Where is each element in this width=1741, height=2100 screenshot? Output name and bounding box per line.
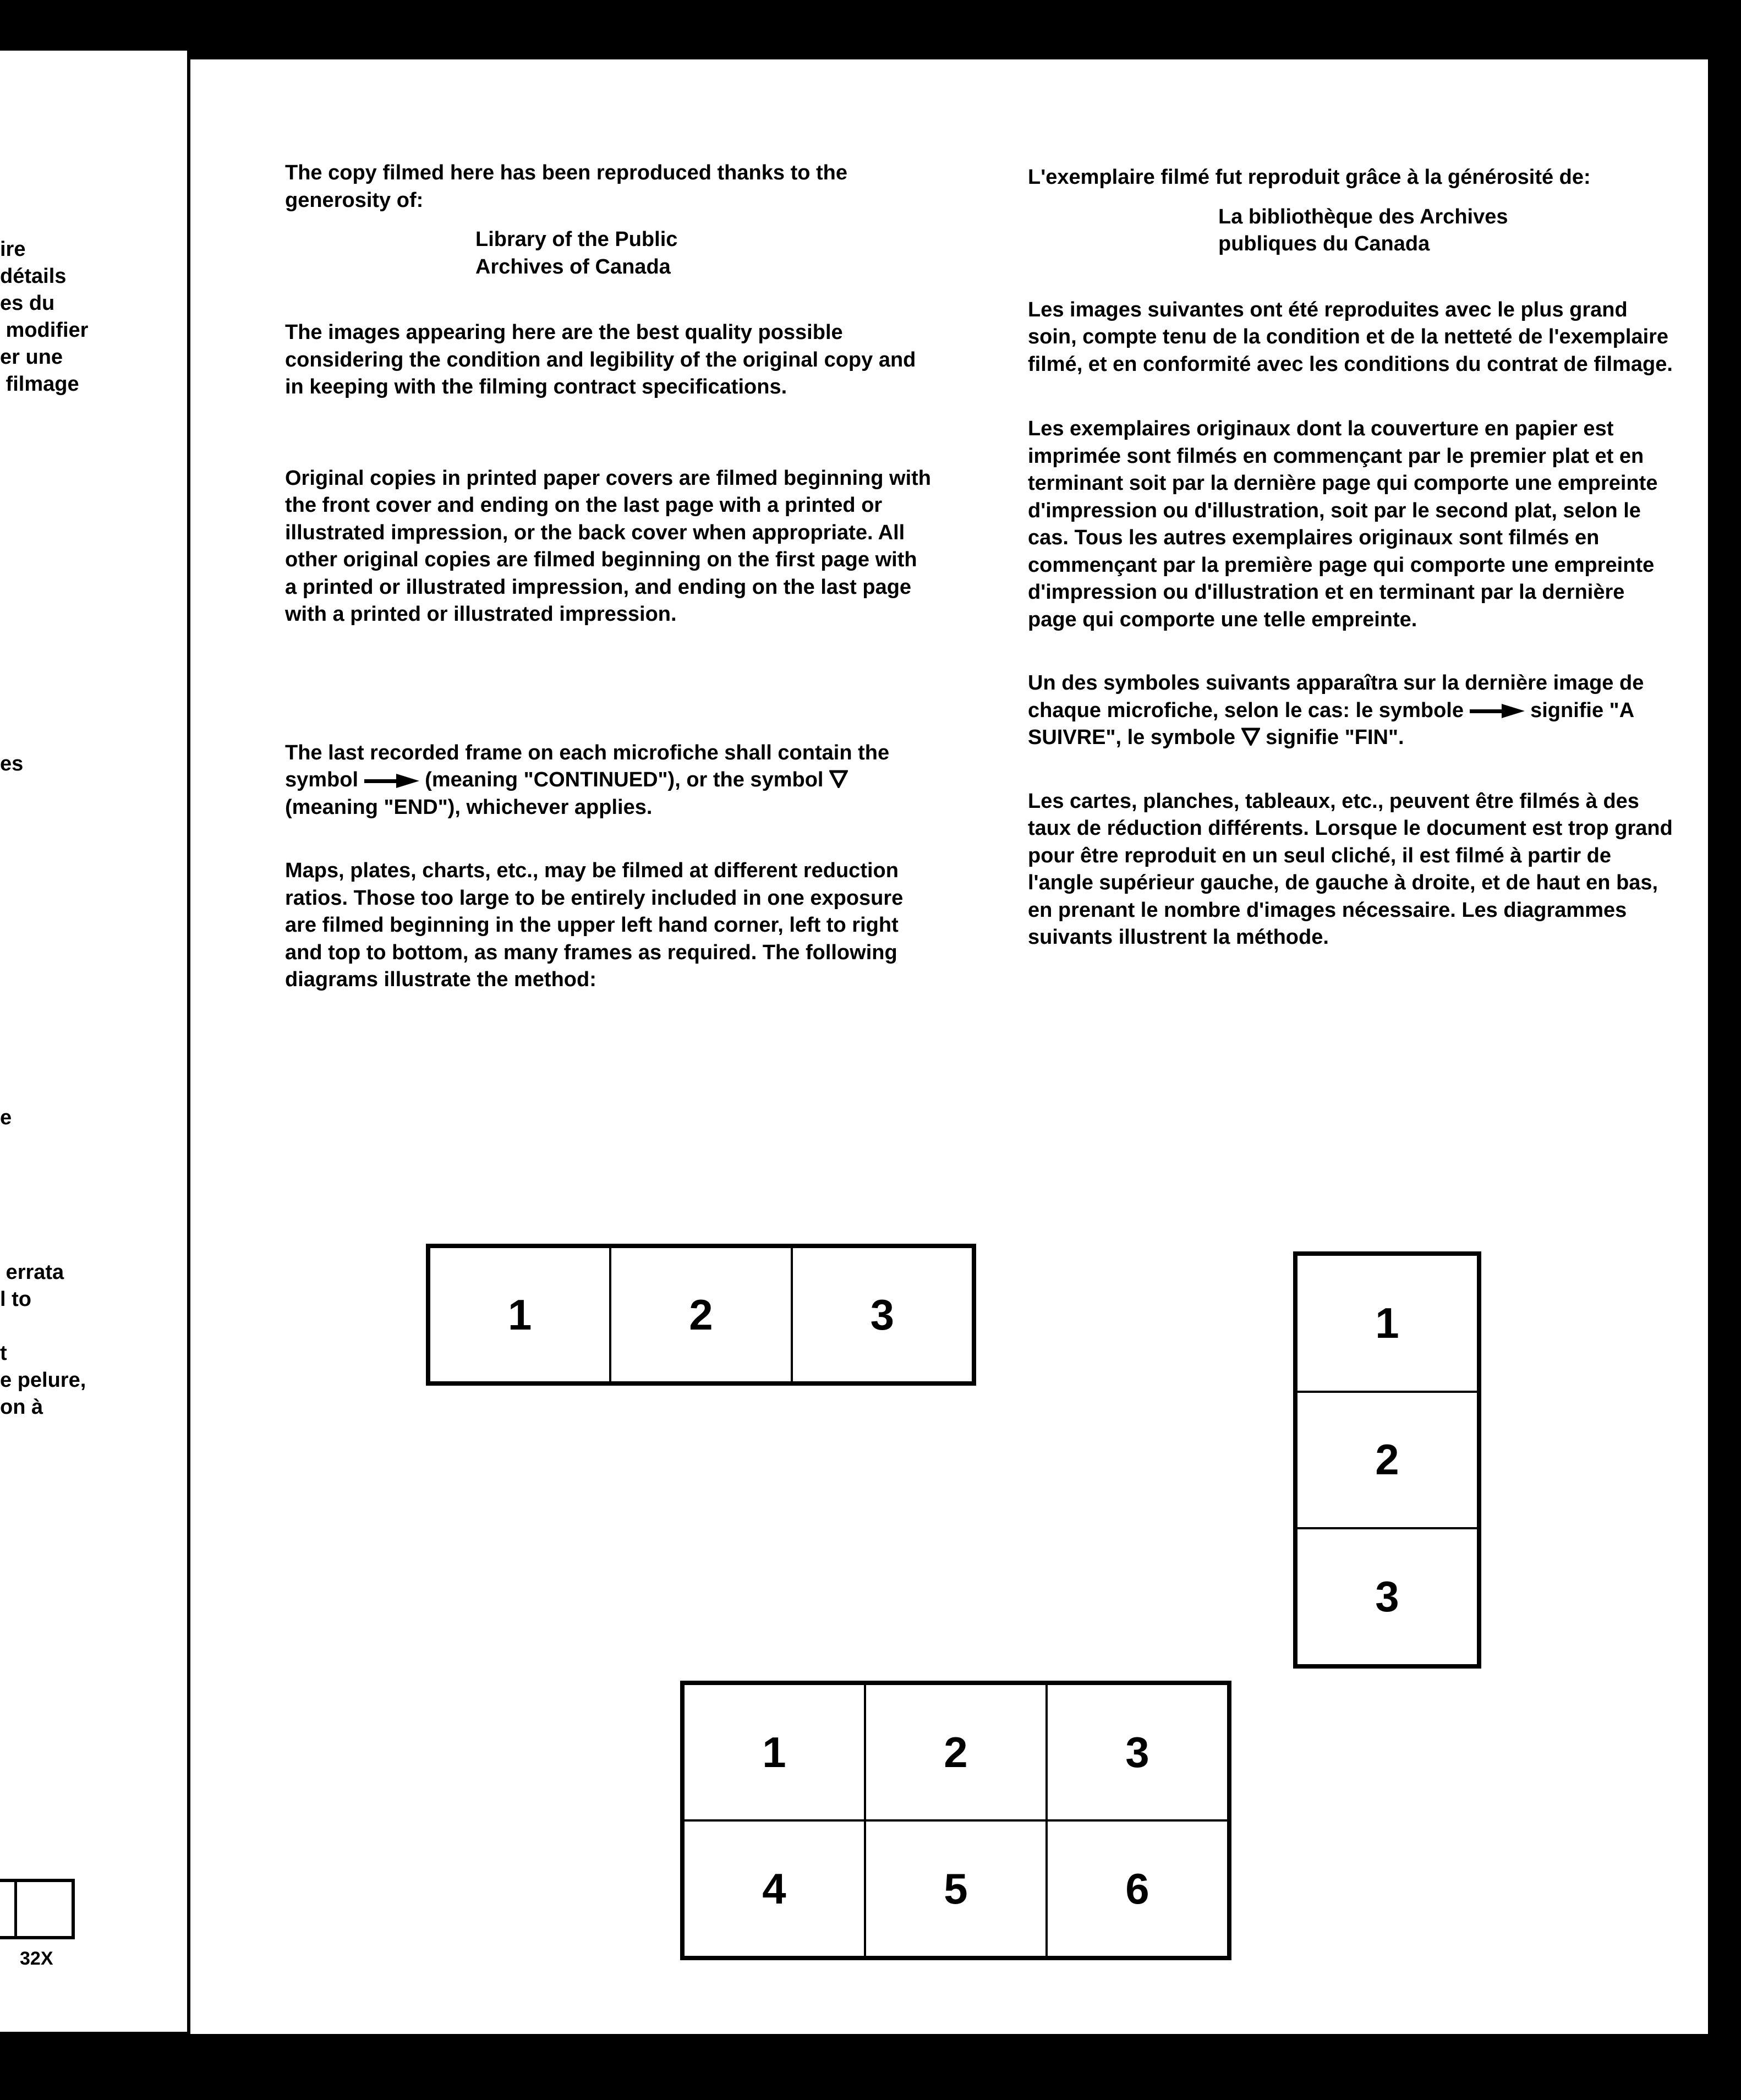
french-column [1028, 164, 1677, 951]
grid-frame-diagram [680, 1681, 1231, 1960]
fragment: es du [0, 292, 55, 315]
fragment: filmage [0, 373, 79, 396]
resolution-box [0, 1879, 75, 1939]
horizontal-frame-diagram [426, 1244, 976, 1386]
previous-page-strip [0, 51, 187, 2032]
fragment: détails [0, 265, 67, 288]
end-triangle-icon [829, 769, 848, 788]
diagram-cell: 1 [429, 1247, 610, 1382]
french-acknowledgement: L'exemplaire filmé fut reproduit grâce à la générosité de: [1028, 166, 1591, 189]
english-institution-line1: Library of the Public [475, 228, 678, 251]
diagram-cell: 2 [610, 1247, 791, 1382]
resolution-label: 32X [20, 1948, 53, 1969]
english-column [285, 160, 934, 994]
fragment: t [0, 1342, 7, 1365]
english-maps-paragraph: Maps, plates, charts, etc., may be filmed at different reduction ratios. Those too large to be entirely included in one exposure are filmed beginning in the upper left hand corner, left to right and top to bottom, as many frames as required. The following diagrams illustrate the method: [285, 859, 904, 991]
french-quality-paragraph: Les images suivantes ont été reproduites avec le plus grand soin, compte tenu de la condition et de la netteté de l'exemplaire filmé, et en conformité avec les conditions du contrat de filmage. [1028, 298, 1673, 376]
fragment: errata [0, 1261, 64, 1284]
fragment: l to [0, 1288, 31, 1311]
french-institution-line1: La bibliothèque des Archives [1218, 205, 1508, 228]
diagram-cell: 1 [1296, 1255, 1478, 1392]
french-maps-paragraph: Les cartes, planches, tableaux, etc., peuvent être filmés à des taux de réduction différents. Lorsque le document est trop grand pour être reproduit en un seul cliché, il est filmé à partir de l'angle supérieur gauche, de gauche à droite, et de haut en bas, en prenant le nombre d'images nécessaire. Les diagrammes suivants illustrent la méthode. [1028, 789, 1673, 949]
english-symbols-text-start: The last recorded frame on each microfiche shall contain the symbol [285, 741, 890, 791]
english-acknowledgement: The copy filmed here has been reproduced thanks to the generosity of: [285, 161, 847, 212]
diagram-cell: 3 [1047, 1684, 1228, 1820]
english-symbols-paragraph [285, 740, 934, 822]
french-symbols-text-end: signifie "FIN". [1266, 726, 1404, 749]
diagram-cell: 2 [865, 1684, 1047, 1820]
english-institution-line2: Archives of Canada [475, 255, 671, 278]
diagram-cell: 3 [792, 1247, 973, 1382]
english-symbols-text-middle: (meaning "CONTINUED"), or the symbol [425, 768, 824, 791]
continued-arrow-icon [364, 773, 419, 789]
french-symbols-text-middle: signifie "A SUIVRE", le symbole [1028, 698, 1634, 749]
diagram-cell: 6 [1047, 1820, 1228, 1957]
french-institution-line2: publiques du Canada [1218, 232, 1430, 255]
fragment: on à [0, 1396, 43, 1419]
diagram-cell: 5 [865, 1820, 1047, 1957]
french-symbols-paragraph [1028, 670, 1677, 752]
english-originals-paragraph: Original copies in printed paper covers are filmed beginning with the front cover and ending on the last page with a printed or illustrated impression, or the back cover when appropriate. All other original copies are filmed beginning on the first page with a printed or illustrated impression, and ending on the last page with a printed or illustrated impression. [285, 466, 931, 626]
french-originals-paragraph: Les exemplaires originaux dont la couverture en papier est imprimée sont filmés en commençant par le premier plat et en terminant soit par la dernière page qui comporte une empreinte d'impression ou d'illustration, soit par le second plat, selon le cas. Tous les autres exemplaires originaux sont filmés en commençant par la première page qui comporte une empreinte d'impression ou d'illustration et en terminant par la dernière page qui comporte une telle empreinte. [1028, 417, 1658, 631]
vertical-frame-diagram [1293, 1251, 1481, 1669]
fragment: modifier [0, 319, 89, 342]
fragment: e pelure, [0, 1369, 86, 1392]
diagram-cell: 4 [683, 1820, 865, 1957]
english-symbols-text-end: (meaning "END"), whichever applies. [285, 795, 653, 819]
continued-arrow-icon [1470, 703, 1525, 719]
fragment: ire [0, 238, 26, 261]
diagram-cell: 3 [1296, 1528, 1478, 1665]
fragment: e [0, 1106, 12, 1129]
diagram-cell: 1 [683, 1684, 865, 1820]
english-quality-paragraph: The images appearing here are the best quality possible considering the condition and legibility of the original copy and in keeping with the filming contract specifications. [285, 321, 916, 398]
end-triangle-icon [1241, 727, 1260, 746]
french-symbols-text-start: Un des symboles suivants apparaîtra sur la dernière image de chaque microfiche, selon le cas: le symbole [1028, 671, 1644, 722]
fragment: er une [0, 346, 63, 369]
fragment: es [0, 752, 24, 775]
diagram-cell: 2 [1296, 1392, 1478, 1529]
filming-notice-page [190, 59, 1708, 2034]
